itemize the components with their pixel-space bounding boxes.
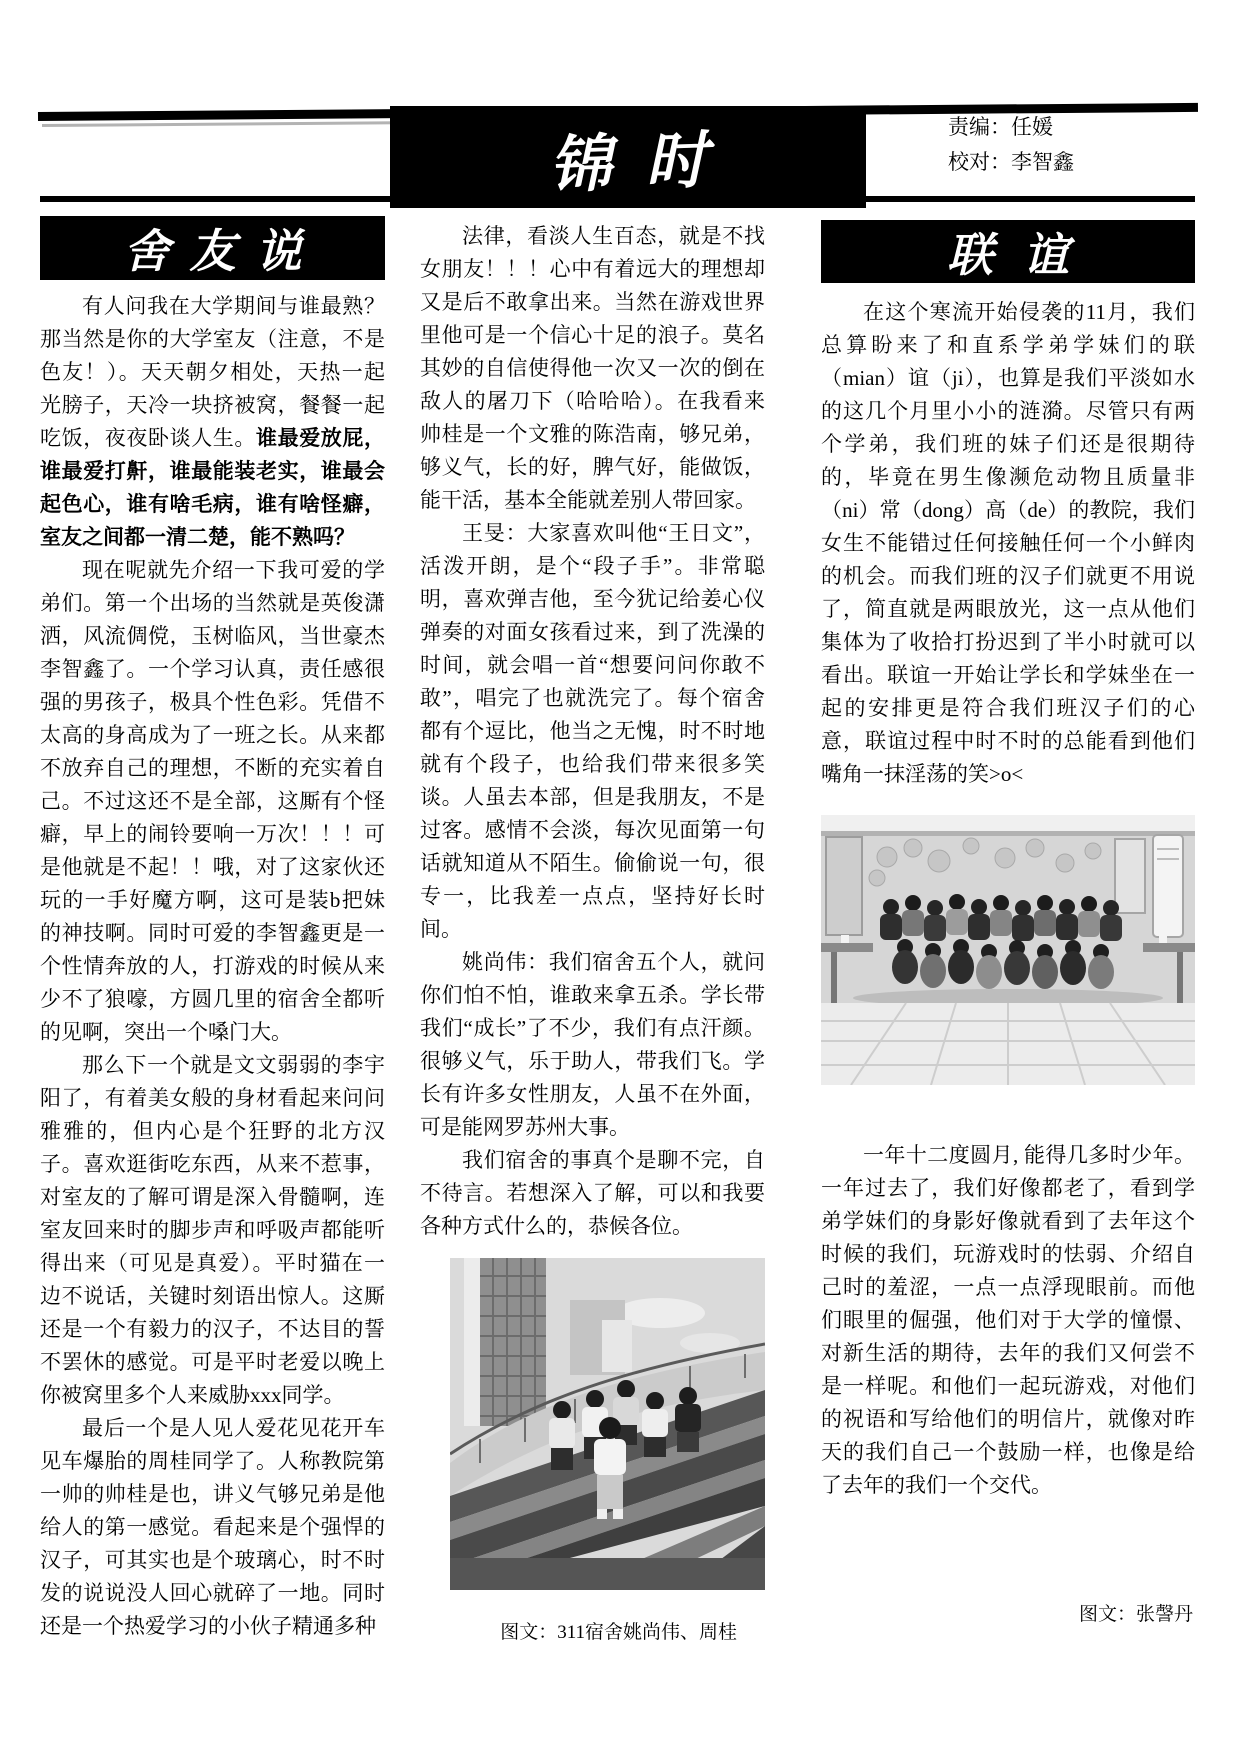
- photo-dorm-steps: [450, 1258, 765, 1590]
- column-left: [40, 290, 385, 1643]
- section-header-mixer-label: 联谊: [947, 229, 1099, 281]
- section-header-mixer: [821, 220, 1195, 283]
- left-paragraph-4: 最后一个是人见人爱花见花开车见车爆胎的周桂同学了。人称教院第一帅的帅桂是也，讲义气够兄弟是他给人的第一感觉。看起来是个强悍的汉子，可其实也是个玻璃心，时不时发的说说没人回心就碎了一地。同时还是一个热爱学习的小伙子精通多种: [40, 1416, 385, 1638]
- middle-paragraph-2: 王旻：大家喜欢叫他“王日文”，活泼开朗，是个“段子手”。非常聪明，喜欢弹吉他，至今犹记给姜心仪弹奏的对面女孩看过来，到了洗澡的时间，就会唱一首“想要问问你敢不敢”，唱完了也就洗完了。每个宿舍都有个逗比，他当之无愧，时不时地就有个段子，也给我们带来很多笑谈。人虽去本部，但是我朋友，不是过客。感情不会淡，每次见面第一句话就知道从不陌生。偷偷说一句，很专一，比我差一点点，坚持好长时间。: [420, 521, 765, 941]
- middle-paragraph-1: 法律，看淡人生百态，就是不找女朋友！！！心中有着远大的理想却又是后不敢拿出来。当然在游戏世界里他可是一个信心十足的浪子。莫名其妙的自信使得他一次又一次的倒在敌人的屠刀下（哈哈哈）。在我看来帅桂是一个文雅的陈浩南，够兄弟，够义气，长的好，脾气好，能做饭，能干活，基本全能就差别人带回家。: [420, 224, 765, 512]
- left-paragraph-1-normal: 有人问我在大学期间与谁最熟？那当然是你的大学室友（注意，不是色友！）。天天朝夕相处，天热一起光膀子，天冷一块挤被窝，餐餐一起吃饭，夜夜卧谈人生。: [40, 294, 385, 450]
- left-paragraph-3: 那么下一个就是文文弱弱的李宇阳了，有着美女般的身材看起来问问雅雅的，但内心是个狂野的北方汉子。喜欢逛街吃东西，从来不惹事，对室友的了解可谓是深入骨髓啊，连室友回来时的脚步声和呼吸声都能听得出来（可见是真爱）。平时猫在一边不说话，关键时刻语出惊人。这厮还是一个有毅力的汉子，不达目的誓不罢休的感觉。可是平时老爱以晚上你被窝里多个人来威胁xxx同学。: [40, 1053, 385, 1407]
- masthead-title: 锦时: [548, 125, 743, 201]
- photo-dorm-steps-graphic: [450, 1258, 765, 1590]
- right-paragraph-1: 在这个寒流开始侵袭的11月，我们总算盼来了和直系学弟学妹们的联（mian）谊（ji），也算是我们平淡如水的这几个月里小小的涟漪。尽管只有两个学弟，我们班的妹子们还是很期待的，毕竟在男生像濒危动物且质量非（ni）常（dong）高（de）的教院，我们女生不能错过任何接触任何一个小鲜肉的机会。而我们班的汉子们就更不用说了，简直就是两眼放光，这一点从他们集体为了收拾打扮迟到了半小时就可以看出。联谊一开始让学长和学妹坐在一起的安排更是符合我们班汉子们的心意，联谊过程中时不时的总能看到他们嘴角一抹淫荡的笑>o<: [821, 300, 1195, 786]
- masthead-title-box: [390, 106, 866, 208]
- right-paragraph-2: 一年十二度圆月, 能得几多时少年。一年过去了，我们好像都老了，看到学弟学妹们的身影好像就看到了去年这个时候的我们，玩游戏时的怯弱、介绍自己时的羞涩，一点一点浮现眼前。而他们眼里的倔强，他们对于大学的憧憬、对新生活的期待，去年的我们又何尝不是一样呢。和他们一起玩游戏，对他们的祝语和写给他们的明信片，就像对昨天的我们自己一个鼓励一样，也像是给了去年的我们一个交代。: [821, 1143, 1195, 1497]
- middle-paragraph-3: 姚尚伟：我们宿舍五个人，就问你们怕不怕，谁敢来拿五杀。学长带我们“成长”了不少，我们有点汗颜。很够义气，乐于助人，带我们飞。学长有许多女性朋友，人虽不在外面，可是能网罗苏州大事。: [420, 950, 765, 1139]
- photo-caption-right: 图文：张謦丹: [1078, 1604, 1193, 1625]
- left-paragraph-1: [40, 290, 385, 554]
- left-paragraph-2: 现在呢就先介绍一下我可爱的学弟们。第一个出场的当然就是英俊潇洒，风流倜傥，玉树临风，当世豪杰李智鑫了。一个学习认真，责任感很强的男孩子，极具个性色彩。凭借不太高的身高成为了一班之长。从来都不放弃自己的理想，不断的充实着自己。不过这还不是全部，这厮有个怪癖，早上的闹铃要响一万次！！！可是他就是不起！！哦，对了这家伙还玩的一手好魔方啊，这可是装b把妹的神技啊。同时可爱的李智鑫更是一个性情奔放的人，打游戏的时候从来少不了狼嚎，方圆几里的宿舍全都听的见啊，突出一个嗓门大。: [40, 558, 385, 1044]
- photo-caption-middle: 图文：311宿舍姚尚伟、周桂: [500, 1622, 737, 1643]
- middle-paragraph-4: 我们宿舍的事真个是聊不完，自不待言。若想深入了解，可以和我要各种方式什么的，恭候各位。: [420, 1148, 765, 1238]
- photo-mixer-group: [821, 815, 1195, 1085]
- masthead-credits: [948, 110, 1208, 180]
- proofreader-credit: 校对：李智鑫: [948, 150, 1074, 174]
- section-header-roommates-label: 舍友说: [123, 226, 322, 277]
- column-right: [821, 296, 1195, 1631]
- photo-mixer-group-graphic: [821, 815, 1195, 1085]
- left-paragraph-1-bold: 谁最爱放屁，谁最爱打鼾，谁最能装老实，谁最会起色心，谁有啥毛病，谁有啥怪癖，室友之间都一清二楚，能不熟吗？: [40, 426, 385, 549]
- editor-credit: 责编：任媛: [948, 115, 1053, 139]
- column-middle: [420, 220, 765, 1649]
- section-header-roommates: [40, 216, 385, 280]
